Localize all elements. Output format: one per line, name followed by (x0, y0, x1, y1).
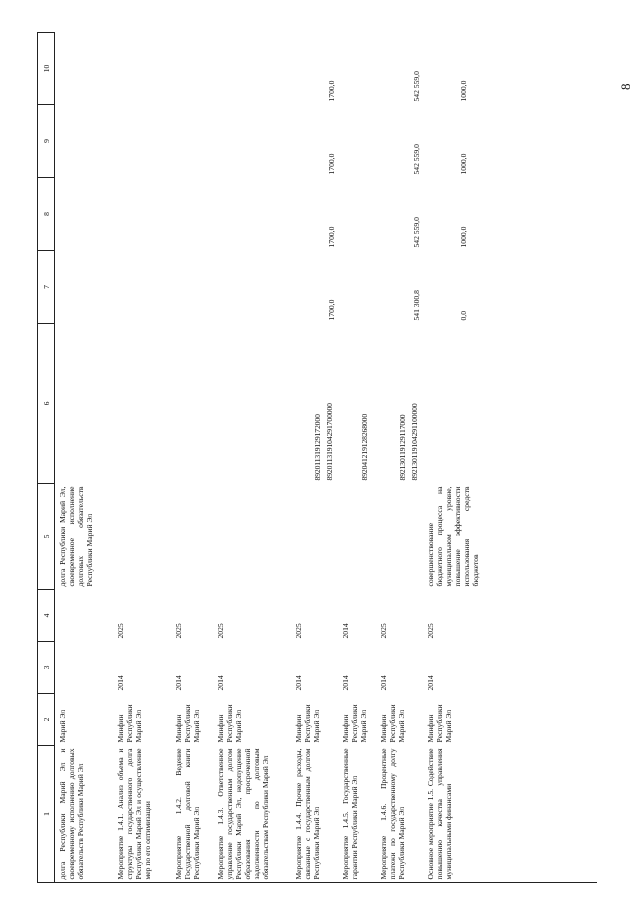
header-col-9: 9 (38, 105, 55, 178)
budget-code-cell (113, 324, 171, 484)
end-year-cell: 2025 (115, 623, 125, 639)
header-col-3: 3 (38, 642, 55, 694)
measure-name-cell: Мероприятие 1.4.4. Прочие расходы, связанные с государственным долгом Республики Марий Эл (293, 748, 321, 880)
start-year-cell: 2014 (173, 675, 183, 691)
table-header-row (38, 33, 55, 883)
end-year-cell (55, 590, 113, 642)
table-row (171, 33, 213, 883)
value-col10-cell: 1700,0 (326, 80, 336, 102)
value-col8-cell (338, 178, 376, 251)
measure-name-cell: Основное мероприятие 1.5. Содействие повышению качества управления муниципальными финансами (425, 748, 453, 880)
table-row (213, 33, 291, 883)
value-col9-cell (213, 105, 291, 178)
value-col9-cell (171, 105, 213, 178)
header-col-7: 7 (38, 251, 55, 324)
start-year-cell: 2014 (378, 675, 388, 691)
executor-cell: Минфин Республики Марий Эл (215, 704, 243, 743)
value-col8-cell (171, 178, 213, 251)
executor-cell: Минфин Республики Марий Эл (340, 704, 368, 743)
table-row (291, 33, 338, 883)
table-row (113, 33, 171, 883)
value-2014-cell: 0,0 (458, 311, 468, 321)
header-col-8: 8 (38, 178, 55, 251)
value-col10-cell (213, 33, 291, 105)
value-col9-cell: 542 559,0 (411, 144, 421, 175)
value-col9-cell: 1000,0 (458, 153, 468, 175)
measure-name-cell: Мероприятие 1.4.3. Ответственное управление государственным долгом Республики Марий Эл, недопущение образования просроченной задолженности по долговым обязательствам Республики Марий Эл (215, 748, 270, 880)
start-year-cell: 2014 (115, 675, 125, 691)
budget-code-cell (423, 324, 487, 484)
value-col8-cell: 542 559,0 (411, 217, 421, 248)
executor-cell: Минфин Республики Марий Эл (173, 704, 201, 743)
value-2014-cell (113, 251, 171, 324)
value-col8-cell (55, 178, 113, 251)
header-col-2: 2 (38, 694, 55, 746)
expected-result-cell (376, 484, 423, 590)
value-col9-cell: 1700,0 (326, 153, 336, 175)
budget-code-cell (213, 324, 291, 484)
measure-name-cell: Мероприятие 1.4.2. Ведение Государственной долговой книги Республики Марий Эл (173, 748, 201, 880)
start-year-cell: 2014 (425, 675, 435, 691)
expected-result-cell (291, 484, 338, 590)
value-col8-cell (113, 178, 171, 251)
executor-cell: Минфин Республики Марий Эл (293, 704, 321, 743)
end-year-cell: 2014 (340, 623, 350, 639)
value-2014-cell (338, 251, 376, 324)
end-year-cell: 2025 (425, 623, 435, 639)
budget-code-primary: 892130119129117000 (397, 414, 407, 481)
measure-name-cell: Мероприятие 1.4.6. Процентные платежи по государственному долгу Республики Марий Эл (378, 748, 406, 880)
expected-result-cell (113, 484, 171, 590)
end-year-cell: 2025 (378, 623, 388, 639)
budget-code-secondary: 892130119104291100000 (409, 403, 419, 481)
value-2014-cell (213, 251, 291, 324)
value-col9-cell (55, 105, 113, 178)
measure-name-cell: Мероприятие 1.4.1. Анализ объема и структуры государственного долга Республики Марий Эл и осуществление мер по его оптимизации (115, 748, 152, 880)
start-year-cell: 2014 (215, 675, 225, 691)
header-col-10: 10 (38, 33, 55, 105)
value-col9-cell (338, 105, 376, 178)
executor-cell: Минфин Республики Марий Эл (115, 704, 143, 743)
expected-result-cell: долга Республики Марий Эл, своевременное исполнение долговых обязательств Республики Марий Эл (58, 486, 94, 587)
executor-cell: Марий Эл (58, 709, 67, 743)
value-col8-cell (213, 178, 291, 251)
header-col-4: 4 (38, 590, 55, 642)
value-col10-cell (338, 33, 376, 105)
value-2014-cell: 1700,0 (326, 299, 336, 321)
header-col-1: 1 (38, 746, 55, 883)
executor-cell: Минфин Республики Марий Эл (425, 704, 453, 743)
budget-code-cell (171, 324, 213, 484)
budget-code-cell (55, 324, 113, 484)
table-body (55, 33, 487, 883)
budget-code-secondary: 892011319104291700000 (324, 403, 334, 481)
start-year-cell (55, 642, 113, 694)
table-row (55, 33, 113, 883)
program-measures-table (37, 32, 487, 883)
value-2014-cell: 541 300,8 (411, 290, 421, 321)
value-col8-cell: 1000,0 (458, 226, 468, 248)
expected-result-cell: совершенствование бюджетного процесса на муниципальном уровне, повышение эффективности использования средств бюджетов (425, 486, 480, 587)
value-col8-cell: 1700,0 (326, 226, 336, 248)
end-year-cell: 2025 (173, 623, 183, 639)
budget-code-cell (376, 324, 423, 484)
value-col10-cell (55, 33, 113, 105)
table-row (338, 33, 376, 883)
budget-code-primary: 892041219128268000 (359, 413, 369, 481)
value-2014-cell (55, 251, 113, 324)
table-row (376, 33, 423, 883)
budget-code-cell (291, 324, 338, 484)
value-2014-cell (171, 251, 213, 324)
value-col10-cell (171, 33, 213, 105)
value-col10-cell: 1000,0 (458, 80, 468, 102)
start-year-cell: 2014 (293, 675, 303, 691)
measure-name-cell: Мероприятие 1.4.5. Государственные гарантии Республики Марий Эл (340, 748, 359, 880)
measure-name-cell: долга Республики Марий Эл и своевременному исполнению долговых обязательств Республики Марий Эл (58, 748, 85, 880)
value-col10-cell (113, 33, 171, 105)
table-row (423, 33, 487, 883)
budget-code-cell (338, 324, 376, 484)
header-col-5: 5 (38, 484, 55, 590)
expected-result-cell (213, 484, 291, 590)
header-col-6: 6 (38, 324, 55, 484)
value-col10-cell: 542 559,0 (411, 71, 421, 102)
expected-result-cell (171, 484, 213, 590)
budget-code-primary: 892011319129172000 (312, 414, 322, 481)
expected-result-cell (338, 484, 376, 590)
page-number: 8 (618, 83, 633, 90)
executor-cell: Минфин Республики Марий Эл (378, 704, 406, 743)
start-year-cell: 2014 (340, 675, 350, 691)
end-year-cell: 2025 (293, 623, 303, 639)
end-year-cell: 2025 (215, 623, 225, 639)
value-col9-cell (113, 105, 171, 178)
